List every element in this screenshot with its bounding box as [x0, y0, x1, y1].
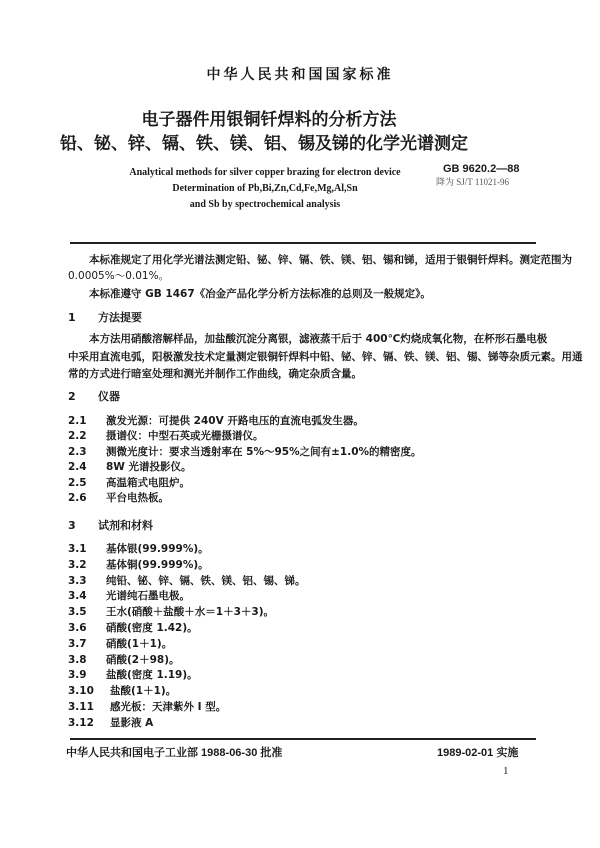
item-text: 激发光源：可提供 240V 开路电压的直流电弧发生器。	[106, 415, 364, 427]
list-item	[68, 670, 198, 681]
item-text: 基体银(99.999%)。	[106, 543, 209, 555]
section-number: 2	[68, 390, 76, 403]
item-text: 显影液 A	[110, 716, 154, 729]
section-title: 试剂和材料	[98, 519, 153, 532]
list-item	[68, 591, 190, 602]
list-item	[68, 576, 306, 587]
section-title: 仪器	[98, 390, 120, 403]
intro-p2: 本标准遵守 GB 1467《冶金产品化学分析方法标准的总则及一般规定》。	[89, 288, 431, 300]
item-number: 3.8	[68, 653, 87, 666]
list-item	[68, 718, 153, 729]
section-3-heading	[68, 520, 153, 531]
effective-date: 1989-02-01 实施	[437, 747, 519, 759]
item-number: 3.2	[68, 558, 87, 571]
item-number: 2.2	[68, 430, 87, 443]
section-number: 3	[68, 519, 76, 532]
item-number: 3.7	[68, 637, 87, 650]
item-text: 盐酸(密度 1.19)。	[106, 669, 198, 682]
item-text: 王水(硝酸＋盐酸＋水＝1＋3＋3)。	[106, 606, 275, 619]
approval-note: 中华人民共和国电子工业部 1988-06-30 批准	[66, 747, 283, 759]
list-item	[68, 560, 209, 571]
item-number: 3.3	[68, 574, 87, 587]
item-text: 基体铜(99.999%)。	[106, 558, 209, 571]
title-en-line3: and Sb by spectrochemical analysis	[189, 199, 341, 210]
item-number: 3.6	[68, 622, 87, 634]
list-item	[68, 462, 192, 473]
top-rule	[70, 242, 536, 244]
item-number: 3.1	[68, 543, 87, 555]
section-1-line: 本方法用硝酸溶解样品，加盐酸沉淀分离银，滤液蒸干后于 400℃灼烧成氧化物，在杯形石墨电极	[89, 333, 548, 345]
item-text: 硝酸(1＋1)。	[106, 637, 173, 650]
list-item	[68, 655, 180, 666]
item-number: 3.4	[68, 590, 87, 603]
section-1-line: 中采用直流电弧，阳极激发技术定量测定银铜钎焊料中铅、铋、锌、镉、铁、镁、铝、锡、锑等杂质元素。用通	[68, 351, 583, 363]
title-cn-line1: 电子器件用银铜钎焊料的分析方法	[141, 110, 397, 130]
page-number: 1	[503, 765, 509, 777]
section-1-line: 常的方式进行暗室处理和测光并制作工作曲线，确定杂质含量。	[68, 368, 362, 380]
title-en-line1: Analytical methods for silver copper brazing for electron device	[129, 167, 401, 178]
document-header: 中华人民共和国国家标准	[206, 67, 394, 83]
item-text: 8W 光谱投影仪。	[106, 461, 192, 474]
title-cn-line2: 铅、铋、锌、镉、铁、镁、铝、锡及锑的化学光谱测定	[60, 134, 468, 154]
bottom-rule	[70, 738, 536, 740]
section-1-heading	[68, 312, 142, 323]
item-number: 2.5	[68, 476, 87, 489]
list-item	[68, 702, 226, 713]
intro-p1-line2: 0.0005%～0.01%。	[68, 270, 170, 282]
list-item	[68, 623, 198, 634]
item-number: 3.5	[68, 606, 87, 619]
list-item	[68, 416, 364, 427]
list-item	[68, 447, 422, 458]
item-text: 测微光度计：要求当透射率在 5%～95%之间有±1.0%的精密度。	[106, 445, 422, 458]
list-item	[68, 686, 176, 697]
item-text: 盐酸(1＋1)。	[110, 685, 177, 698]
list-item	[68, 431, 264, 442]
item-number: 3.10	[68, 685, 94, 698]
item-text: 平台电热板。	[106, 492, 169, 504]
standard-number: GB 9620.2—88	[443, 163, 520, 175]
item-text: 纯铅、铋、锌、镉、铁、镁、铝、锡、锑。	[106, 574, 306, 587]
replaced-by: 降为 SJ/T 11021-96	[436, 177, 510, 187]
item-number: 2.6	[68, 492, 87, 504]
item-text: 光谱纯石墨电极。	[106, 590, 190, 603]
section-title: 方法提要	[98, 311, 142, 324]
item-text: 高温箱式电阻炉。	[106, 476, 190, 489]
section-2-heading	[68, 391, 120, 402]
item-number: 2.4	[68, 461, 87, 474]
list-item	[68, 639, 172, 650]
item-text: 摄谱仪：中型石英或光栅摄谱仪。	[106, 430, 264, 443]
item-text: 感光板：天津紫外 I 型。	[110, 701, 227, 713]
item-number: 2.3	[68, 445, 87, 458]
list-item	[68, 607, 274, 618]
title-en-line2: Determination of Pb,Bi,Zn,Cd,Fe,Mg,Al,Sn	[172, 183, 358, 194]
item-number: 2.1	[68, 415, 87, 427]
item-text: 硝酸(2＋98)。	[106, 653, 180, 666]
list-item	[68, 478, 190, 489]
list-item	[68, 544, 209, 555]
item-number: 3.11	[68, 701, 94, 713]
section-number: 1	[68, 311, 76, 324]
list-item	[68, 493, 169, 504]
item-number: 3.12	[68, 716, 94, 729]
item-number: 3.9	[68, 669, 87, 682]
item-text: 硝酸(密度 1.42)。	[106, 622, 198, 634]
intro-p1-line1: 本标准规定了用化学光谱法测定铅、铋、锌、镉、铁、镁、铝、锡和锑，适用于银铜钎焊料。测定范围为	[89, 254, 572, 266]
